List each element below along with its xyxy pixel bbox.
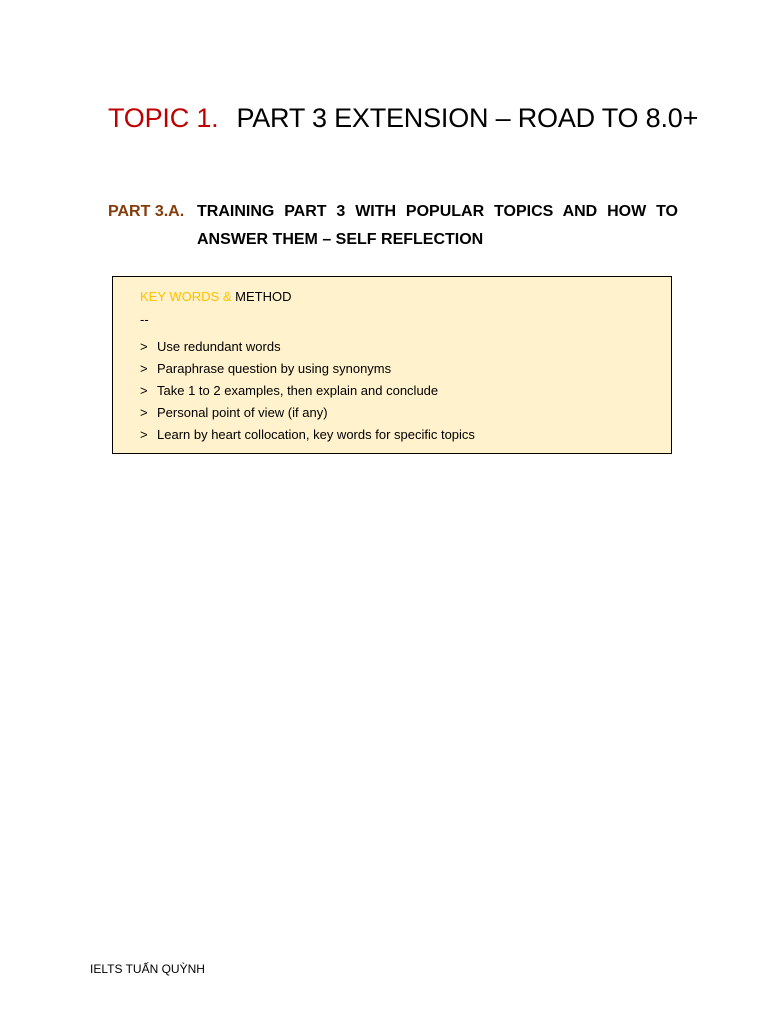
list-item-text: Use redundant words [157, 339, 281, 354]
page-title [108, 98, 708, 138]
list-item-text: Personal point of view (if any) [157, 405, 328, 420]
box-title-method: METHOD [235, 289, 292, 304]
box-title [140, 287, 291, 307]
part-label: PART 3.A. [108, 203, 185, 220]
box-title-keywords: KEY WORDS & [140, 289, 236, 304]
list-item [140, 424, 475, 446]
list-item-text: Take 1 to 2 examples, then explain and conclude [157, 383, 439, 398]
list-item-text: Learn by heart collocation, key words for specific topics [157, 427, 475, 442]
page-footer: IELTS TUẤN QUỲNH [90, 962, 205, 976]
bullet-arrow-icon: > [140, 339, 148, 354]
bullet-arrow-icon: > [140, 405, 148, 420]
bullet-arrow-icon: > [140, 361, 148, 376]
part-heading-line-2: ANSWER THEM – SELF REFLECTION [197, 231, 484, 248]
bullet-arrow-icon: > [140, 427, 148, 442]
topic-number: TOPIC 1. [108, 103, 219, 133]
list-item [140, 358, 475, 380]
key-words-method-box [112, 276, 672, 454]
topic-title-text: PART 3 EXTENSION – ROAD TO 8.0+ [236, 103, 699, 133]
part-heading-line-1: TRAINING PART 3 WITH POPULAR TOPICS AND HOW TO [197, 203, 678, 220]
part-heading [197, 198, 678, 254]
list-item [140, 380, 475, 402]
list-item [140, 402, 475, 424]
method-list [140, 336, 475, 446]
bullet-arrow-icon: > [140, 383, 148, 398]
box-dashes: -- [140, 312, 149, 327]
list-item-text: Paraphrase question by using synonyms [157, 361, 392, 376]
list-item [140, 336, 475, 358]
